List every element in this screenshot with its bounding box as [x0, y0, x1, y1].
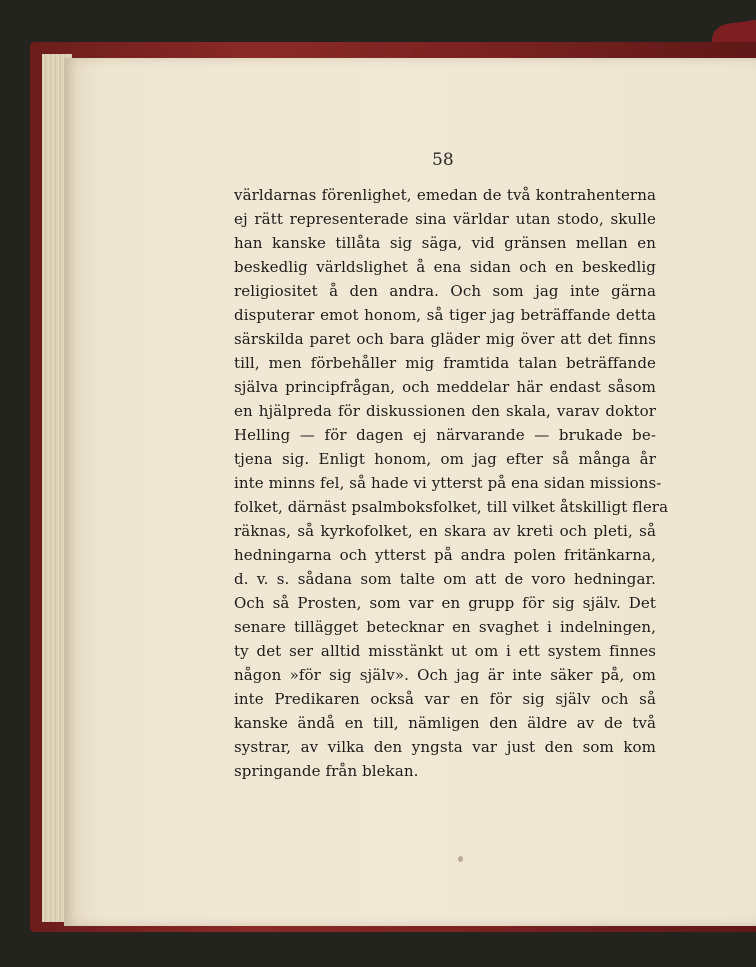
- text-line: Helling — för dagen ej närvarande — brukade be-: [234, 426, 656, 444]
- text-line: inte minns fel, så hade vi ytterst på ena sidan missions-: [234, 474, 662, 492]
- text-line: folket, därnäst psalmboksfolket, till vilket åtskilligt flera: [234, 498, 669, 516]
- text-line: själva principfrågan, och meddelar här endast såsom: [234, 378, 656, 396]
- text-line: kanske ändå en till, nämligen den äldre av de två: [234, 714, 656, 732]
- text-line: räknas, så kyrkofolket, en skara av kreti och pleti, så: [234, 522, 656, 540]
- text-line: särskilda paret och bara gläder mig över att det finns: [234, 330, 656, 348]
- page-text: [234, 183, 669, 783]
- text-line: ty det ser alltid misstänkt ut om i ett system finnes: [234, 642, 656, 660]
- text-line: senare tillägget betecknar en svaghet i indelningen,: [234, 618, 656, 636]
- page-number: 58: [432, 150, 454, 170]
- text-line: springande från blekan.: [234, 762, 419, 780]
- paper-speck: [458, 856, 463, 862]
- text-line: hedningarna och ytterst på andra polen fritänkarna,: [234, 546, 656, 564]
- text-line: disputerar emot honom, så tiger jag beträffande detta: [234, 306, 656, 324]
- text-line: inte Predikaren också var en för sig själv och så: [234, 690, 656, 708]
- text-line: d. v. s. sådana som talte om att de voro hedningar.: [234, 570, 656, 588]
- text-line: systrar, av vilka den yngsta var just den som kom: [234, 738, 656, 756]
- text-line: världarnas förenlighet, emedan de två kontrahenterna: [234, 186, 656, 204]
- text-line: Och så Prosten, som var en grupp för sig själv. Det: [234, 594, 656, 612]
- text-line: tjena sig. Enligt honom, om jag efter så många år: [234, 450, 656, 468]
- text-line: en hjälpreda för diskussionen den skala, varav doktor: [234, 402, 656, 420]
- text-line: ej rätt representerade sina världar utan stodo, skulle: [234, 210, 656, 228]
- text-line: religiositet å den andra. Och som jag inte gärna: [234, 282, 656, 300]
- text-line: någon »för sig själv». Och jag är inte säker på, om: [234, 666, 656, 684]
- text-line: beskedlig världslighet å ena sidan och en beskedlig: [234, 258, 656, 276]
- text-line: han kanske tillåta sig säga, vid gränsen mellan en: [234, 234, 656, 252]
- text-line: till, men förbehåller mig framtida talan beträffande: [234, 354, 656, 372]
